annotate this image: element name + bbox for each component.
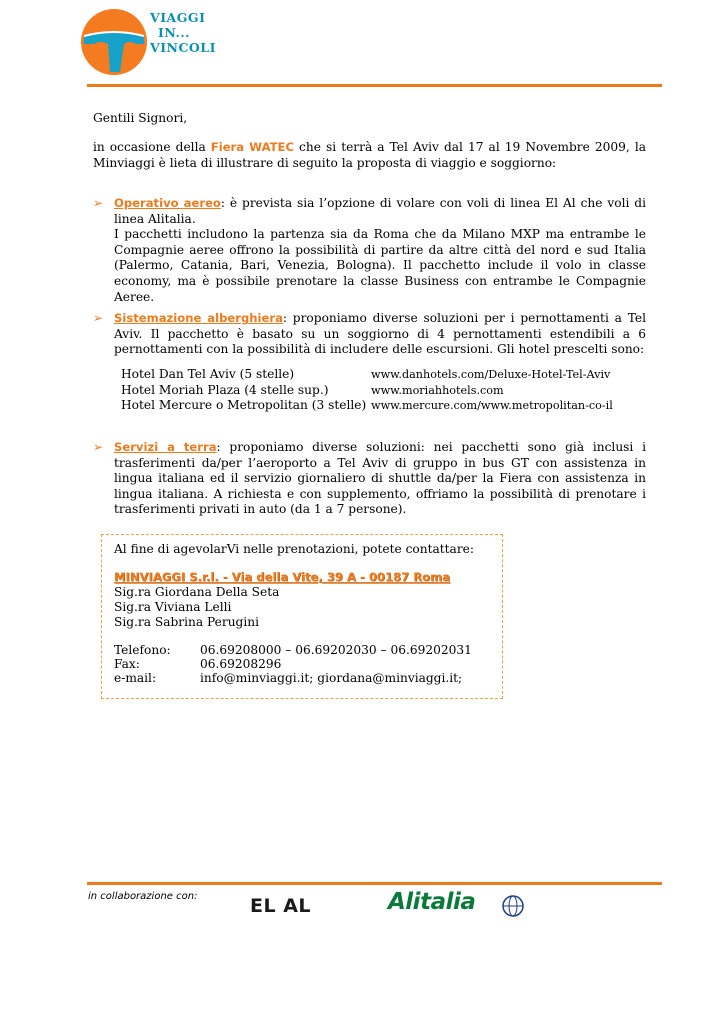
hotel-url[interactable]: www.danhotels.com/Deluxe-Hotel-Tel-Aviv [371, 368, 611, 381]
section-extra: I pacchetti includono la partenza sia da Roma che da Milano MXP ma entrambe le Compagnie aeree offrono la possibilità di partire da altre città del nord e sud Italia (Palermo, Catania, Bari, Venezia, Bologna). Il pacchetto include il volo in classe economy, ma è possibile prenotare la classe Business con entrambe le Compagnie Aeree. [114, 227, 646, 304]
intro-after: che si terrà a Tel Aviv dal 17 al 19 Novembre 2009, la Minviaggi è lieta di illustrare di seguito la proposta di viaggio e soggiorno: [93, 140, 646, 170]
section-text: : è prevista sia l’opzione di volare con voli di linea El Al che voli di linea Alitalia. [114, 196, 646, 226]
contact-fax: 06.69208296 [200, 657, 282, 671]
section-text: : proponiamo diverse soluzioni: nei pacchetti sono già inclusi i trasferimenti da/per l’aeroporto a Tel Aviv di gruppo in bus GT con assistenza in lingua italiana ed il servizio giornaliero di shuttle da/per la Fiera con assistenza in lingua italiana. A richiesta e con supplemento, offriamo la possibilità di prenotare i trasferimenti privati in auto (da 1 a 7 persone). [114, 440, 646, 517]
contact-label-fax: Fax: [114, 657, 140, 671]
intro-paragraph [93, 140, 646, 171]
alitalia-globe-icon [500, 893, 526, 919]
contact-person: Sig.ra Viviana Lelli [114, 600, 232, 614]
logo-line-2: IN... [158, 25, 191, 40]
contact-label-email: e-mail: [114, 671, 157, 685]
hotel-table [121, 367, 641, 414]
arrow-bullet-icon: ➢ [93, 440, 104, 454]
logo-line-3: VINCOLI [150, 40, 216, 55]
arrow-bullet-icon: ➢ [93, 196, 104, 210]
logo-wordmark [150, 10, 216, 55]
table-row [121, 398, 641, 414]
contact-label-phone: Telefono: [114, 643, 171, 657]
alitalia-logo: Alitalia [388, 889, 476, 915]
el-al-logo: EL AL [250, 895, 312, 917]
intro-before: in occasione della [93, 140, 211, 154]
intro-event: Fiera WATEC [210, 140, 294, 154]
logo-line-1: VIAGGI [150, 10, 206, 25]
contact-intro: Al fine di agevolarVi nelle prenotazioni, potete contattare: [114, 542, 474, 556]
footer-divider [87, 882, 662, 885]
section-heading: Servizi a terra [114, 440, 217, 454]
header-divider [87, 84, 662, 87]
section-flights [114, 196, 646, 305]
section-heading: Operativo aereo [114, 196, 221, 210]
arrow-bullet-icon: ➢ [93, 311, 104, 325]
contact-company: MINVIAGGI S.r.l. - Via della Vite, 39 A - 00187 Roma [114, 570, 451, 584]
hotel-url[interactable]: www.mercure.com/www.metropolitan-co-il [371, 399, 613, 413]
table-row [121, 383, 641, 399]
contact-email[interactable]: info@minviaggi.it; giordana@minviaggi.it; [200, 671, 463, 685]
hotel-name: Hotel Dan Tel Aviv (5 stelle) [121, 367, 295, 381]
contact-person: Sig.ra Giordana Della Seta [114, 585, 280, 599]
footer-label: in collaborazione con: [88, 891, 198, 902]
hotel-url[interactable]: www.moriahhotels.com [371, 383, 504, 397]
hotel-name: Hotel Mercure o Metropolitan (3 stelle) [121, 398, 367, 413]
section-hotels [114, 311, 646, 358]
contact-person: Sig.ra Sabrina Perugini [114, 615, 260, 629]
greeting: Gentili Signori, [93, 111, 188, 125]
section-heading: Sistemazione alberghiera [114, 311, 283, 325]
hotel-name: Hotel Moriah Plaza (4 stelle sup.) [121, 382, 329, 397]
section-ground-services [114, 440, 646, 518]
section-text: : proponiamo diverse soluzioni per i pernottamenti a Tel Aviv. Il pacchetto è basato su un soggiorno di 4 pernottamenti estendibili a 6 pernottamenti con la possibilità di includere delle escursioni. Gli hotel prescelti sono: [114, 311, 646, 357]
contact-phone[interactable]: 06.69208000 – 06.69202030 – 06.69202031 [200, 643, 472, 657]
table-row [121, 367, 641, 383]
